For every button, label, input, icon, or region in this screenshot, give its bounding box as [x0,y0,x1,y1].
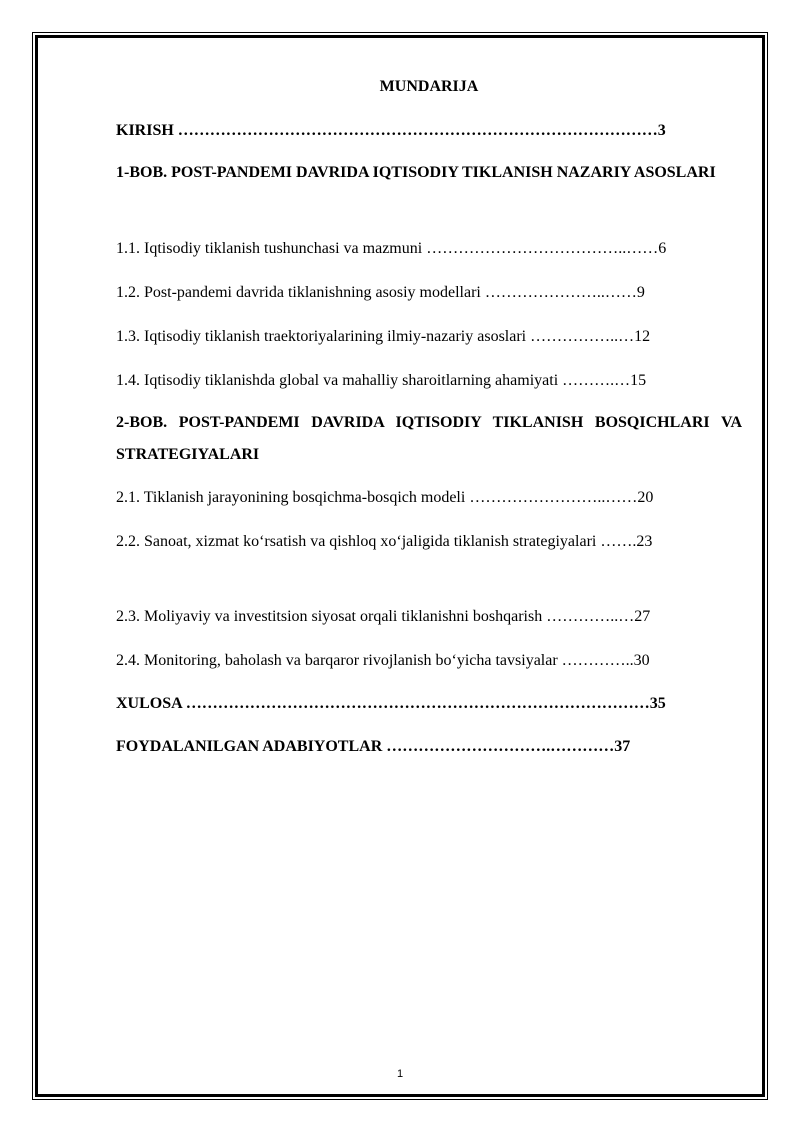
toc-entry-1-3: 1.3. Iqtisodiy tiklanish traektoriyalarining ilmiy-nazariy asoslari ……………..…12 [116,328,651,345]
toc-entry-2-2: 2.2. Sanoat, xizmat ko‘rsatish va qishloq xo‘jaligida tiklanish strategiyalari …….23 [116,533,653,550]
toc-entry-1-2: 1.2. Post-pandemi davrida tiklanishning asosiy modellari …………………..……9 [116,284,645,301]
toc-entry-1-4: 1.4. Iqtisodiy tiklanishda global va mahalliy sharoitlarning ahamiyati ……….…15 [116,372,647,389]
toc-entry-2-4: 2.4. Monitoring, baholash va barqaror rivojlanish bo‘yicha tavsiyalar …………..30 [116,652,650,669]
toc-title: MUNDARIJA [379,78,479,95]
toc-entry-2-1: 2.1. Tiklanish jarayonining bosqichma-bosqich modeli ……………………..……20 [116,489,654,506]
toc-entry-1-1: 1.1. Iqtisodiy tiklanish tushunchasi va mazmuni ………………………………..……6 [116,240,667,257]
toc-entry-xulosa: XULOSA ……………………………………………………………………………35 [116,695,666,712]
toc-entry-2-3: 2.3. Moliyaviy va investitsion siyosat orqali tiklanishni boshqarish …………..…27 [116,608,651,625]
page-border [35,35,765,1097]
page-number: 1 [396,1068,404,1080]
toc-entry-kirish: KIRISH ………………………………………………………………………………3 [116,122,666,139]
toc-chapter-1: 1-BOB. POST-PANDEMI DAVRIDA IQTISODIY TIKLANISH NAZARIY ASOSLARI [116,164,716,181]
toc-chapter-2: 2-BOB. POST-PANDEMI DAVRIDA IQTISODIY TIKLANISH BOSQICHLARI VA STRATEGIYALARI [116,414,742,463]
toc-entry-adabiyotlar: FOYDALANILGAN ADABIYOTLAR ………………………….…………37 [116,738,631,755]
